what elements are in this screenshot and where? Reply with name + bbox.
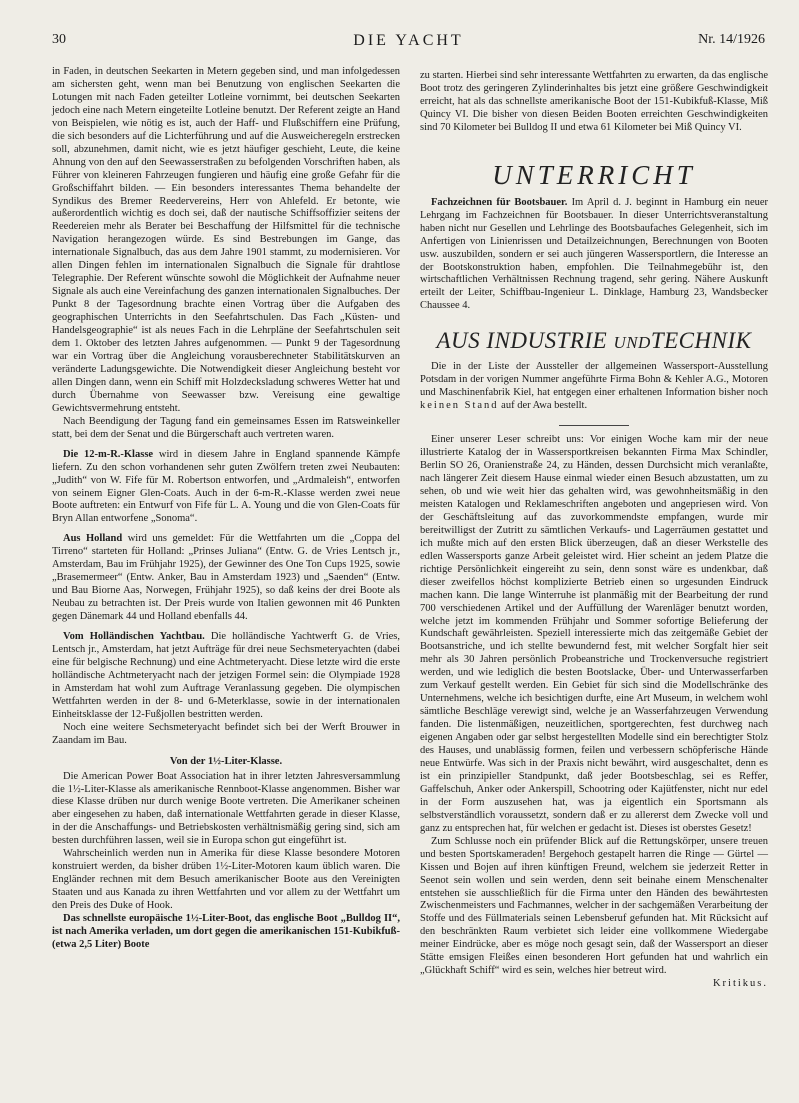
right-column (420, 70, 768, 991)
author-signature: Kritikus. (712, 978, 768, 990)
news-item-heading: Fachzeichnen für Bootsbauer. (431, 196, 568, 208)
article-paragraph: zu starten. Hierbei sind sehr interessante Wettfahrten zu erwarten, da das englische Boot trotz des geringeren Zylinderinhaltes bis jetzt eine größere Geschwindigkeit erreicht, hat als das schnellste amerikanische Boot der 151-Kubikfuß-Klasse, Miß Quincy VI. Die bisher von diesen Beiden Booten erreichten Geschwindigkeiten sind 70 Kilometer bei Bulldog II und etwa 61 Kilometer bei Miß Quincy VI. (420, 70, 768, 133)
article-paragraph: Die in der Liste der Aussteller der allgemeinen Wassersport-Ausstellung Potsdam in der vorigen Nummer angeführte Firma Bohn & Kehler A.G., Motoren und Maschinenfabrik Kiel, hat entgegen einer erhaltenen Information bisher noch keinen Stand auf der Awa bestellt. (420, 361, 768, 412)
news-item-fachzeichnen (420, 197, 768, 314)
news-item-text: Die holländische Yachtwerft G. de Vries, Lentsch jr., Amsterdam, hat jetzt Aufträge für drei neue Sechsmeteryachten (dabei eine für belgische Rechnung) und eine Achtmeteryacht. Diese letzte wird die erste holländische Achtmeteryacht nach der jetzigen Formel sein: die Olympiade 1928 in Amsterdam hat wohl zum Auftrage Veranlassung gegeben. Die olympischen Wettfahrten werden in der 8- und 6-Meterklasse, sowie in der internationalen Einheitsklasse der 12-Fußjollen bestritten werden. (52, 631, 401, 720)
magazine-title: DIE YACHT (353, 32, 464, 49)
section-title-unterricht: UNTERRICHT (492, 159, 696, 190)
news-item-text: Im April d. J. beginnt in Hamburg ein neuer Lehrgang im Fachzeichnen für Bootsbauer. In dieser Unterrichtsveranstaltung haben nicht nur Gesellen und Lehrlinge des Bootsbaufaches Gelegenheit, sich im Anfertigen von Linienrissen und Detailzeichnungen, Berechnungen von Booten usw. auszubilden, sondern er sei auch jüngeren Wassersportlern, die Interesse an der Bootskonstruktion haben, empfohlen. Die Teilnahmegebühr ist, den wirtschaftlichen Verhältnissen Rechnung tragend, sehr gering. Nähere Auskunft erteilt der Leiter, Schiffbau-Ingenieur L. Dinklage, Hamburg 23, Wandsbecker Chaussee 4. (420, 196, 769, 312)
news-item-heading: Vom Holländischen Yachtbau. (63, 631, 205, 643)
news-item-yachtbau (52, 631, 400, 722)
article-paragraph: Nach Beendigung der Tagung fand ein gemeinsames Essen im Ratsweinkeller statt, bei dem der Senat und die Bürgerschaft auch vertreten waren. (52, 415, 400, 440)
news-item-12m (52, 449, 400, 527)
page-number: 30 (52, 32, 66, 47)
article-paragraph: Die American Power Boat Association hat in ihrer letzten Jahresversammlung die 1½-Liter-Klasse als amerikanische Rennboot-Klasse angenommen. Bisher war diese Klasse drüben nur durch wenige Boote vertreten. Die Amerikaner scheinen aber eingesehen zu haben, daß internationale Wettfahrten gerade in dieser Klasse, in der die Anschaffungs- und Betriebskosten verhältnismäßig gering sind, sich am besten durchführen lassen, weil sie in Europa schon gut eingeführt ist. (52, 770, 400, 847)
article-paragraph: Zum Schlusse noch ein prüfender Blick auf die Rettungskörper, unsere treuen und besten Sportskameraden! Bergehoch gestapelt harren die Ringe — Gürtel — Kissen und Bojen auf ihren künftigen Freund, welchem sie jederzeit Retter in Seenot sein wollen und sein werden, denn seit beinahe einem Menschenalter entstehen sie ausschließlich für die Firma unter den Händen des bewährtesten Zwischenmeisters und Fachmannes, welcher in der sachgemäßen Verarbeitung der Stoffe und des Füllmaterials seinen Lebensberuf gefunden hat. Mit Rücksicht auf den beschränkten Raum verbietet sich leider eine vollkommene Wiedergabe meiner Eindrücke, aber es möge noch gesagt sein, daß der Wassersport an dieser Stätte emsigen Fleißes einen besonderen Hort gefunden hat und wahrlich ein „Glückhaft Schiff“ wird es sein, welches hier betreut wird. (420, 835, 768, 977)
issue-number: Nr. 14/1926 (698, 32, 765, 47)
spaced-emphasis: keinen Stand (420, 400, 499, 412)
news-item-holland (52, 533, 400, 624)
article-paragraph: Wahrscheinlich werden nun in Amerika für diese Klasse besondere Motoren konstruiert werden, da bisher drüben 1½-Liter-Motoren kaum üblich waren. Die Engländer rechnen mit dem Besuch amerikanischer Boote aus den Vereinigten Staaten und aus Kanada zu ihren Wettfahrten und vor allem zu der Wettfahrt um den Preis des Duke of Hook. (52, 848, 400, 912)
section-title-industrie: AUS INDUSTRIE UNDTECHNIK (436, 328, 752, 354)
divider (559, 425, 629, 426)
article-paragraph: Noch eine weitere Sechsmeteryacht befindet sich bei der Werft Brouwer in Zaandam im Bau. (52, 721, 400, 746)
page-header (52, 32, 765, 54)
left-column (52, 66, 400, 952)
news-item-heading: Die 12-m-R.-Klasse (63, 448, 154, 460)
section-subheading: Von der 1½-Liter-Klasse. (169, 755, 283, 767)
article-paragraph: in Faden, in deutschen Seekarten in Metern gegeben sind, und man infolgedessen am sichersten geht, wenn man bei Benutzung von englischen Seekarten die Lotungen mit nach Faden geteilter Lotleine vornimmt, bei deutschen Seekarten jedoch eine nach Metern eingeteilte Lotleine benutzt. Der Referent zeigte an Hand von Beispielen, wie nötig es ist, auch der Haff- und Flußschiffern eine Prüfung, die sich besonders auf die Lichterführung und auf die Ausweicheregeln erstrecken soll, abzunehmen, damit nicht, wie es jetzt häufiger geschieht, Leute, die keine Ahnung von den auf den Seewasserstraßen zu befolgenden Vorschriften haben, als Führer von kleineren Fahrzeugen fungieren und häufig eine große Gefahr für die Großschiffahrt bilden. — Ein besonders interessantes Thema behandelte der Syndikus des Bremer Reedervereins, Herr von Ahlefeld. Er betonte, wie außerordentlich wichtig es doch sei, daß der nautische Schiffsoffizier seitens der Reedereien mehr als Berater bei Beschaffung der Hilfsmittel für die technische Navigation herangezogen würde. Es sind Bestrebungen im Gange, das internationale Signalbuch, das aus dem Jahre 1901 stammt, zu modernisieren. Vor allen Dingen fehlen im internationalen Signalbuch die Signale für drahtlose Telegraphie. Der Referent wünschte sowohl die Möglichkeit der Aufnahme neuer Signale als auch eine Vereinfachung des ganzen internationalen Signalbuches. Der Punkt 8 der Tagesordnung brachte einen Vortrag über die Aufgaben des geographischen Unterrichts in den Seefahrtschulen. Das Fach „Küsten- und Handelsgeographie“ ist als neues Fach in die Lehrpläne der Seefahrtschulen seit dem 1. Oktober des letzten Jahres aufgenommen. — Punkt 9 der Tagesordnung war ein Vortrag über die Angleichung vorausberechneter Stabilitätskurven an veränderte Ladungsgewichte. Die Notwendigkeit dieser Angleichung besteht vor allen Dingen dann, wenn ein Schiff mit Holzdecksladung schweres Wetter hat und durch Übernahme von Seewasser bzw. Vereisung eine gewaltige Gewichtsvermehrung entsteht. (52, 66, 400, 414)
article-paragraph-bold: Das schnellste europäische 1½-Liter-Boot, das englische Boot „Bulldog II“, ist nach Amerika verladen, um dort gegen die amerikanischen 151-Kubikfuß- (etwa 2,5 Liter) Boote (52, 913, 400, 950)
article-paragraph: Einer unserer Leser schreibt uns: Vor einigen Woche kam mir der neue illustrierte Katalog der in Wassersportkreisen bekannten Firma Max Schindler, Berlin SO 26, Oranienstraße 24, zu Händen, dessen Durchsicht mich veranlaßte, nach längerer Zeit diesem Hause einmal wieder einen Besuch abzustatten, um zu sehen, ob und wie weit hier das gehalten wird, was gewohnheitsmäßig in den meisten Katalogen und Reklameschriften angeboten und angepriesen wird. Von der Geschäftsleitung auf das zuvorkommendste empfangen, wurde mir bereitwilligst der Zutritt zu sämtlichen Verkaufs- und Lagerräumen gestattet und ich mußte mich auf den ersten Blick überzeugen, daß an dieser Werkstelle des edlen Wassersports ganze Arbeit geleistet wird. Hier scheint an jedem Platze die richtige Persönlichkeit eingereiht zu sein, denn sonst wäre es undenkbar, daß dieser zweifellos höchst komplizierte Betrieb einen so urgesunden Eindruck machen kann. Die lange Winterruhe ist planmäßig mit der Bearbeitung der rund 700 verschiedenen Artikel und der Auffüllung der Warenläger benutzt worden, welche jetzt im kommenden Frühjahr und Sommer sofortige Belieferung der Kundschaft gewährleisten. Speziell interessierte mich das zeitgemäße Gebiet der Bootsanstriche, und ich stellte bewundernd fest, mit welcher Sorgfalt hier seit mehr als 30 Jahren persönlich Probeanstriche und Trockenversuche registriert werden, und wie lediglich die besten Bootslacke, Über- und Unterwasserfarben zum Verkauf gestellt werden. Ein Gebiet für sich sind die Modellschränke des Unternehmens, welche ich besichtigen durfte, eine Art Museum, in welchem wohl sämtliche Beschläge verewigt sind, welche je an Wasserfahrzeugen Verwendung fanden. Die listenmäßigen, neuzeitlichen, sportgerechten, fest durchweg nach eigenen Angaben oder gar selbst hergestellten Modelle sind ein berechtigter Stolz des Hauses, und unablässig formen, feilen und verbessern schöpferische Hände neue Entwürfe. Was sich in der Praxis nicht bewährt, wird ausgeschaltet, denn es ist ein prinzipieller Standpunkt, daß jeder Bootsbeschlag, sei es Reffer, Gaffelschuh, Anker oder Ankerspill, Schootring oder Kajütfenster, nicht nur edel in der Form auszusehen hat, was ja eigentlich ein Sportsmann als selbstverständlich voraussetzt, sondern daß er zu allererst dem Zwecke voll und ganz zu entsprechen hat, für welchen er gedacht ist. Dieses ist oberstes Gesetz! (420, 434, 768, 834)
news-item-text: wird uns gemeldet: Für die Wettfahrten um die „Coppa del Tirreno“ starteten für Holland: „Prinses Juliana“ (Entw. G. de Vries Lentsch jr., Amsterdam, Bau im Frühjahr 1925), der Gewinner des One Ton Cups 1925, sowie „Brasemermeer“ (Entw. Anker, Bau in Amsterdam 1923) und „Saenden“ (Entw. und Bau Biorne Aas, Norwegen, Frühjahr 1925), so daß keins der drei Boote als Neubau zu betrachten ist. Der Preis wurde von Italien gewonnen mit 46 Punkten gegen Dänemark 44 und Holland ebenfalls 44. (52, 533, 400, 623)
news-item-heading: Aus Holland (63, 533, 123, 545)
news-item-text: wird in diesem Jahre in England spannende Kämpfe liefern. Zu den schon vorhandenen sehr guten Zwölfern treten zwei Neubauten: „Judith“ von W. Fife für M. Robertson entworfen, und „Ardmaleish“, entworfen von seinem Eigner Glen-Coats. Auch in der 6-m-R.-Klasse werden zwei neue Boote auftreten: ein Entwurf von Fife für L. A. Young und die von Glen-Coats für Bryn Allan entworfene „Sonoma“. (52, 448, 400, 525)
